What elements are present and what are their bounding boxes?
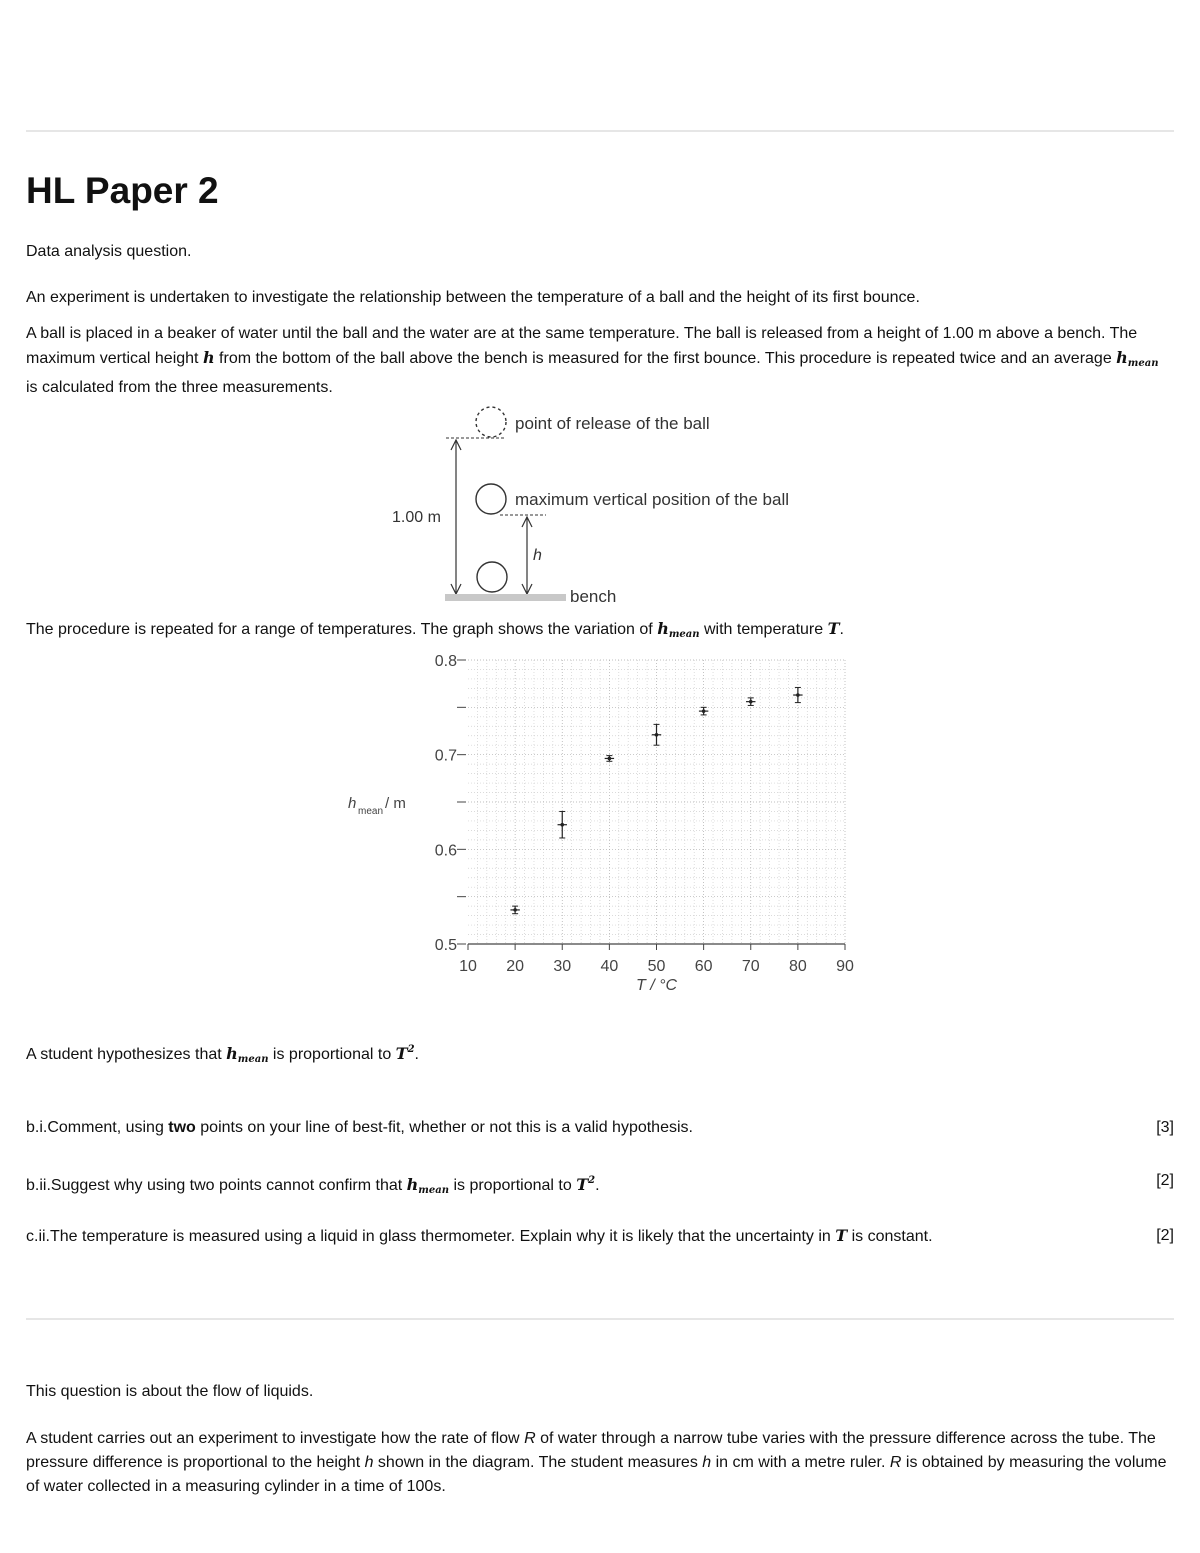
data-point bbox=[796, 693, 800, 697]
x-tick-label: 80 bbox=[788, 958, 807, 975]
q2-intro: This question is about the flow of liquids. bbox=[26, 1383, 314, 1400]
data-point bbox=[702, 709, 706, 713]
chart-grid bbox=[468, 660, 845, 944]
x-tick-label: 10 bbox=[459, 958, 477, 975]
x-tick-label: 20 bbox=[506, 958, 525, 975]
y-axis-label-main: h bbox=[348, 795, 357, 812]
max-position-label: maximum vertical position of the ball bbox=[515, 490, 790, 509]
question-c-ii: c.ii.The temperature is measured using a liquid in glass thermometer. Explain why it is likely that the uncertainty in T is constant. [2] bbox=[26, 1226, 1174, 1245]
hypothesis-text: A student hypothesizes that $h_{mean}$ is proportional to $T^2$. bbox=[26, 1044, 419, 1065]
bench-label: bench bbox=[570, 587, 617, 606]
experiment-diagram bbox=[380, 400, 840, 610]
x-tick-label: 30 bbox=[553, 958, 572, 975]
h-mean-vs-temperature-chart bbox=[330, 645, 870, 1000]
x-tick-label: 50 bbox=[647, 958, 666, 975]
y-tick-label: 0.8 bbox=[434, 653, 457, 670]
q1-intro: Data analysis question. bbox=[26, 243, 192, 260]
data-point bbox=[749, 700, 753, 704]
data-point bbox=[608, 757, 612, 761]
y-axis-label-sub: mean bbox=[358, 806, 384, 817]
data-point bbox=[513, 908, 517, 912]
q1-paragraph-1: An experiment is undertaken to investigate the relationship between the temperature of a ball and the height of its first bounce. bbox=[26, 289, 920, 306]
data-point bbox=[655, 733, 659, 737]
h-label: h bbox=[533, 547, 542, 564]
bench-ball bbox=[477, 562, 507, 592]
y-axis-label-unit: / m bbox=[385, 795, 406, 812]
x-tick-label: 70 bbox=[741, 958, 760, 975]
q1-paragraph-2: A ball is placed in a beaker of water until the ball and the water are at the same temperature. The ball is released from a height of 1.00 m above a bench. The maximum vertical height h from the bottom of the ball above the bench is measured for the first bounce. This procedure is repeated twice and an average $h_{mean}$ is calculated from the three measurements. bbox=[26, 325, 1159, 396]
page-title: HL Paper 2 bbox=[26, 170, 219, 211]
marks-b-ii: [2] bbox=[1156, 1172, 1174, 1189]
y-tick-label: 0.7 bbox=[434, 747, 457, 765]
question-b-ii: b.ii.Suggest why using two points cannot confirm that $h_{mean}$ is proportional to $T^2$. [2] bbox=[26, 1172, 1174, 1196]
height-label: 1.00 m bbox=[392, 509, 441, 526]
x-tick-label: 90 bbox=[836, 958, 854, 975]
x-tick-label: 60 bbox=[694, 958, 713, 975]
data-point bbox=[560, 823, 564, 827]
y-tick-label: 0.6 bbox=[434, 842, 457, 860]
release-label: point of release of the ball bbox=[515, 414, 710, 433]
top-divider bbox=[26, 130, 1174, 132]
question-b-i: b.i.Comment, using two points on your line of best-fit, whether or not this is a valid hypothesis. [3] bbox=[26, 1117, 1174, 1139]
max-position-ball bbox=[476, 484, 506, 514]
middle-divider bbox=[26, 1318, 1174, 1320]
x-axis-label: T / °C bbox=[636, 977, 678, 994]
chart-ticks bbox=[435, 653, 854, 975]
x-tick-label: 40 bbox=[600, 958, 619, 975]
marks-b-i: [3] bbox=[1156, 1119, 1174, 1136]
q2-paragraph-1: A student carries out an experiment to investigate how the rate of flow R of water through a narrow tube varies with the pressure difference across the tube. The pressure difference is proportional to the height h shown in the diagram. The student measures h in cm with a metre ruler. R is obtained by measuring the volume of water collected in a measuring cylinder in a time of 100s. bbox=[26, 1430, 1167, 1495]
marks-c-ii: [2] bbox=[1156, 1227, 1174, 1244]
y-tick-label: 0.5 bbox=[434, 937, 457, 954]
bench bbox=[445, 594, 566, 601]
q1-paragraph-3: The procedure is repeated for a range of temperatures. The graph shows the variation of $h_{mean}$ with temperature T. bbox=[26, 619, 844, 640]
release-ball bbox=[476, 407, 506, 437]
